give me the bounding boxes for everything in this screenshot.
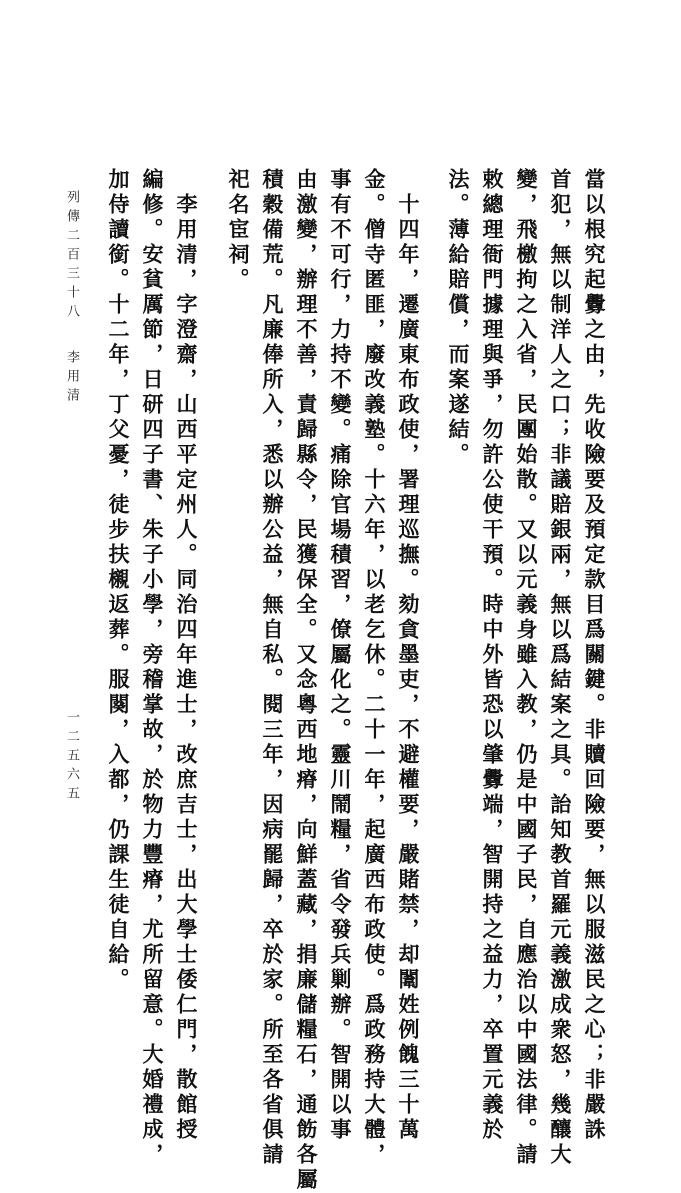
text-column: 金。僧寺匿匪，廢改義塾。十六年，以老乞休。二十一年，起廣西布政使。爲政務持大體， (362, 168, 387, 1168)
text-column: 首犯，無以制洋人之口；非議賠銀兩，無以爲結案之具。詒知教首羅元義激成衆怒，幾釀大 (548, 168, 573, 1168)
text-column: 變，飛檄拘之入省，民團始散。又以元義身雖入教，仍是中國子民，自應治以中國法律。請 (514, 168, 539, 1168)
text-column: 法。薄給賠償，而案遂結。 (446, 168, 471, 468)
text-column: 積穀備荒。凡廉俸所入，悉以辦公益，無自私。閱三年，因病罷歸，卒於家。所至各省俱請 (260, 168, 285, 1168)
text-column: 當以根究起釁之由，先收險要及預定款目爲關鍵。非贖回險要，無以服滋民之心；非嚴誅 (582, 168, 607, 1143)
page-number: 一二五六五 (64, 710, 79, 805)
text-column: 編修。安貧厲節，日研四子書、朱子小學，旁稽掌故，於物力豐瘠，尤所留意。大婚禮成， (140, 168, 165, 1168)
text-column: 祀名宦祠。 (226, 168, 251, 293)
margin-biography-name: 李用清 (64, 350, 79, 407)
margin-volume-title: 列傳二百三十八 (64, 190, 79, 323)
text-column: 李用清，字澄齋，山西平定州人。同治四年進士，改庶吉士，出大學士倭仁門，散館授 (174, 168, 199, 1143)
text-column: 加侍讀銜。十二年，丁父憂，徒步扶櫬返葬。服闋，入都，仍課生徒自給。 (106, 168, 131, 993)
text-column: 由激變，辦理不善，責歸縣令，民獲保全。又念粵西地瘠，向鮮蓋藏，捐廉儲糧石，通飭各屬 (294, 168, 319, 1193)
text-column: 事有不可行，力持不變。痛除官場積習，僚屬化之。靈川鬧糧，省令發兵剿辦。智開以事 (328, 168, 353, 1143)
text-column: 十四年，遷廣東布政使，署理巡撫。劾貪墨吏，不避權要，嚴賭禁，却闈姓例餽三十萬 (396, 168, 421, 1143)
text-column: 敕總理衙門據理與爭，勿許公使干預。時中外皆恐以肇釁端，智開持之益力，卒置元義於 (480, 168, 505, 1143)
